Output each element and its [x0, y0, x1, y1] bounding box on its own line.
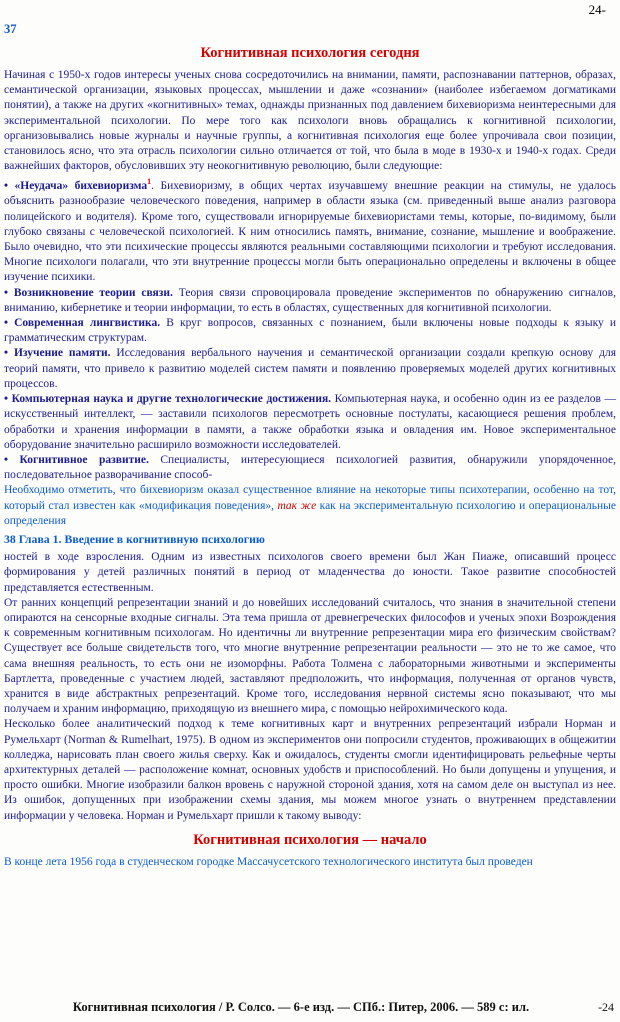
footnote-text-start: Необходимо отметить, что бихевиоризм оказал существенное влияние на некоторые типы психотерапии, особенно на тот, который стал известен как «модификация поведения»,	[4, 484, 616, 512]
chapter-running-heading: 38 Глава 1. Введение в когнитивную психологию	[4, 531, 265, 546]
bullet-lead: • Современная лингвистика.	[4, 317, 161, 330]
bullet-lead: • Возникновение теории связи.	[4, 286, 173, 299]
bullet-lead: • Когнитивное развитие.	[4, 453, 149, 466]
bullet-memory-study	[4, 346, 616, 392]
book-citation: Когнитивная психология / Р. Солсо. — 6-е изд. — СПб.: Питер, 2006. — 589 с: ил.	[72, 1000, 530, 1014]
bullet-text: Специалисты, интересующиеся психологией развития, обнаружили упорядоченное, последовательное разворачивание способ-	[4, 453, 616, 482]
closing-line: В конце лета 1956 года в студенческом городке Массачусетского технологического института был проведен	[4, 855, 533, 868]
bullet-computer-science	[4, 392, 616, 453]
footnote-paragraph	[4, 483, 616, 529]
bullet-lead: • Компьютерная наука и другие технологические достижения.	[4, 393, 332, 406]
bullet-communication-theory	[4, 286, 616, 316]
intro-paragraph: Начиная с 1950-х годов интересы ученых снова сосредоточились на внимании, памяти, распознавании паттернов, образах, семантической организации, языковых процессах, мышлении и даже «сознании» (наиболее избегаемом догматиками понятии), а также на других «когнитивных» темах, однажды признанных под давлением бихевиоризма неинтересными для экспериментальной психологии. По мере того как психологи вновь обращались к когнитивной психологии, организовывались новые журналы и научные группы, а когнитивная психология еще более упрочивала свои позиции, становилось ясно, что эта отрасль психологии сильно отличается от той, что была в моде в 1930-х и 1940-х годах. Среди важнейших факторов, обусловивших эту неокогнитивную революцию, были следующие:	[4, 69, 616, 173]
top-page-number: 24-	[588, 2, 606, 17]
bullet-modern-linguistics	[4, 316, 616, 346]
bullet-text: Теория связи спровоцировала проведение экспериментов по обнаружению сигналов, вниманию, кибернетике и теории информации, то есть в областях, существенных для когнитивной психологии.	[4, 286, 616, 314]
bullet-text: . Бихевиоризму, в общих чертах изучавшему внешние реакции на стимулы, не удалось объяснить разнообразие человеческого поведения, например в области языка (см. приведенный выше анализ разговора полицейского и водителя). Кроме того, существовали игнорируемые бихевиористами темы, которые, по-видимому, были глубоко связаны с человеческой психологией. К ним относились память, внимание, сознание, мышление и воображение. Было очевидно, что эти психические процессы являются реальными составляющими психологии и требуют исследования. Многие психологи полагали, что эти внутренние процессы могли быть операционально определены и включены в общее изучение психики.	[4, 180, 616, 284]
footnote-emphasis: так же	[277, 499, 317, 512]
paragraph-norman-rumelhart: Несколько более аналитический подход к теме когнитивных карт и внутренних репрезентаций избрали Норман и Румельхарт (Norman & Rumelhart, 1975). В одном из экспериментов они попросили студентов, проживающих в общежитии колледжа, нарисовать план своего жилья сверху. Как и ожидалось, студенты смогли идентифицировать рельефные черты архитектурных деталей — расположение комнат, основных удобств и приспособлений. Но были допущены и упущения, и просто ошибки. Многие изобразили балкон вровень с наружной стороной здания, хотя на самом деле он выступал из нее. Из ошибок, допущенных при изображении схемы здания, мы можем многое узнать о внутреннем представлении информации у человека. Норман и Румельхарт пришли к такому выводу:	[4, 718, 616, 822]
paragraph-representation: От ранних концепций репрезентации знаний и до новейших исследований считалось, что знания в значительной степени опираются на сенсорные входные сигналы. Эта тема пришла от древнегреческих философов и ученых эпохи Возрождения к современным когнитивным психологам. Но идентичны ли внутренние репрезентации мира его физическим свойствам? Существует все больше свидетельств того, что многие внутренние репрезентации реальности — это не то же самое, что сама внешняя реальность, то есть они не изоморфны. Работа Толмена с лабораторными животными и эксперименты Бартлетта, проведенные с участием людей, заставляют предположить, что информация, полученная от органов чувств, хранится в виде абстрактных репрезентаций. Кроме того, исследования нервной системы ясно показывают, что мы получаем и храним информацию, приходящую из внешнего мира, с помощью нейрохимического кода.	[4, 596, 616, 716]
bullet-text: Компьютерная наука, и особенно один из ее разделов — искусственный интеллект, — заставили психологов пересмотреть основные постулаты, касающиеся решения проблем, обработки и хранения информации в памяти, а также обработки языка и овладения им. Новое экспериментальное оборудование значительно расширило возможности исследователей.	[4, 393, 616, 451]
bullet-lead: • Изучение памяти.	[4, 347, 111, 360]
bullet-text: Исследования вербального научения и семантической организации создали крепкую основу для теорий памяти, что привело к развитию моделей систем памяти и появлению проверяемых моделей других когнитивных процессов.	[4, 347, 616, 390]
section-heading-beginning: Когнитивная психология — начало	[193, 831, 427, 848]
bullet-lead: • «Неудача» бихевиоризма	[4, 180, 148, 193]
paragraph-development: ностей в ходе взросления. Одним из известных психологов своего времени был Жан Пиаже, описавший процесс формирования у детей различных понятий в период от младенчества до юности. Такое развитие способностей представляется естественным.	[4, 551, 616, 594]
bullet-text: В круг вопросов, связанных с познанием, были включены новые подходы к языку и грамматическим структурам.	[4, 317, 617, 345]
footnote-marker: 1	[147, 177, 152, 187]
footnote-text-end: как на экспериментальную психологию и операциональные определения	[4, 499, 616, 527]
bullet-behaviorism-failure	[4, 174, 616, 285]
margin-page-number: 37	[4, 22, 17, 36]
footer-page-number: -24	[598, 1000, 614, 1014]
bullet-cognitive-development	[4, 453, 616, 483]
page-footer	[4, 1000, 616, 1015]
section-heading-today: Когнитивная психология сегодня	[200, 45, 420, 61]
